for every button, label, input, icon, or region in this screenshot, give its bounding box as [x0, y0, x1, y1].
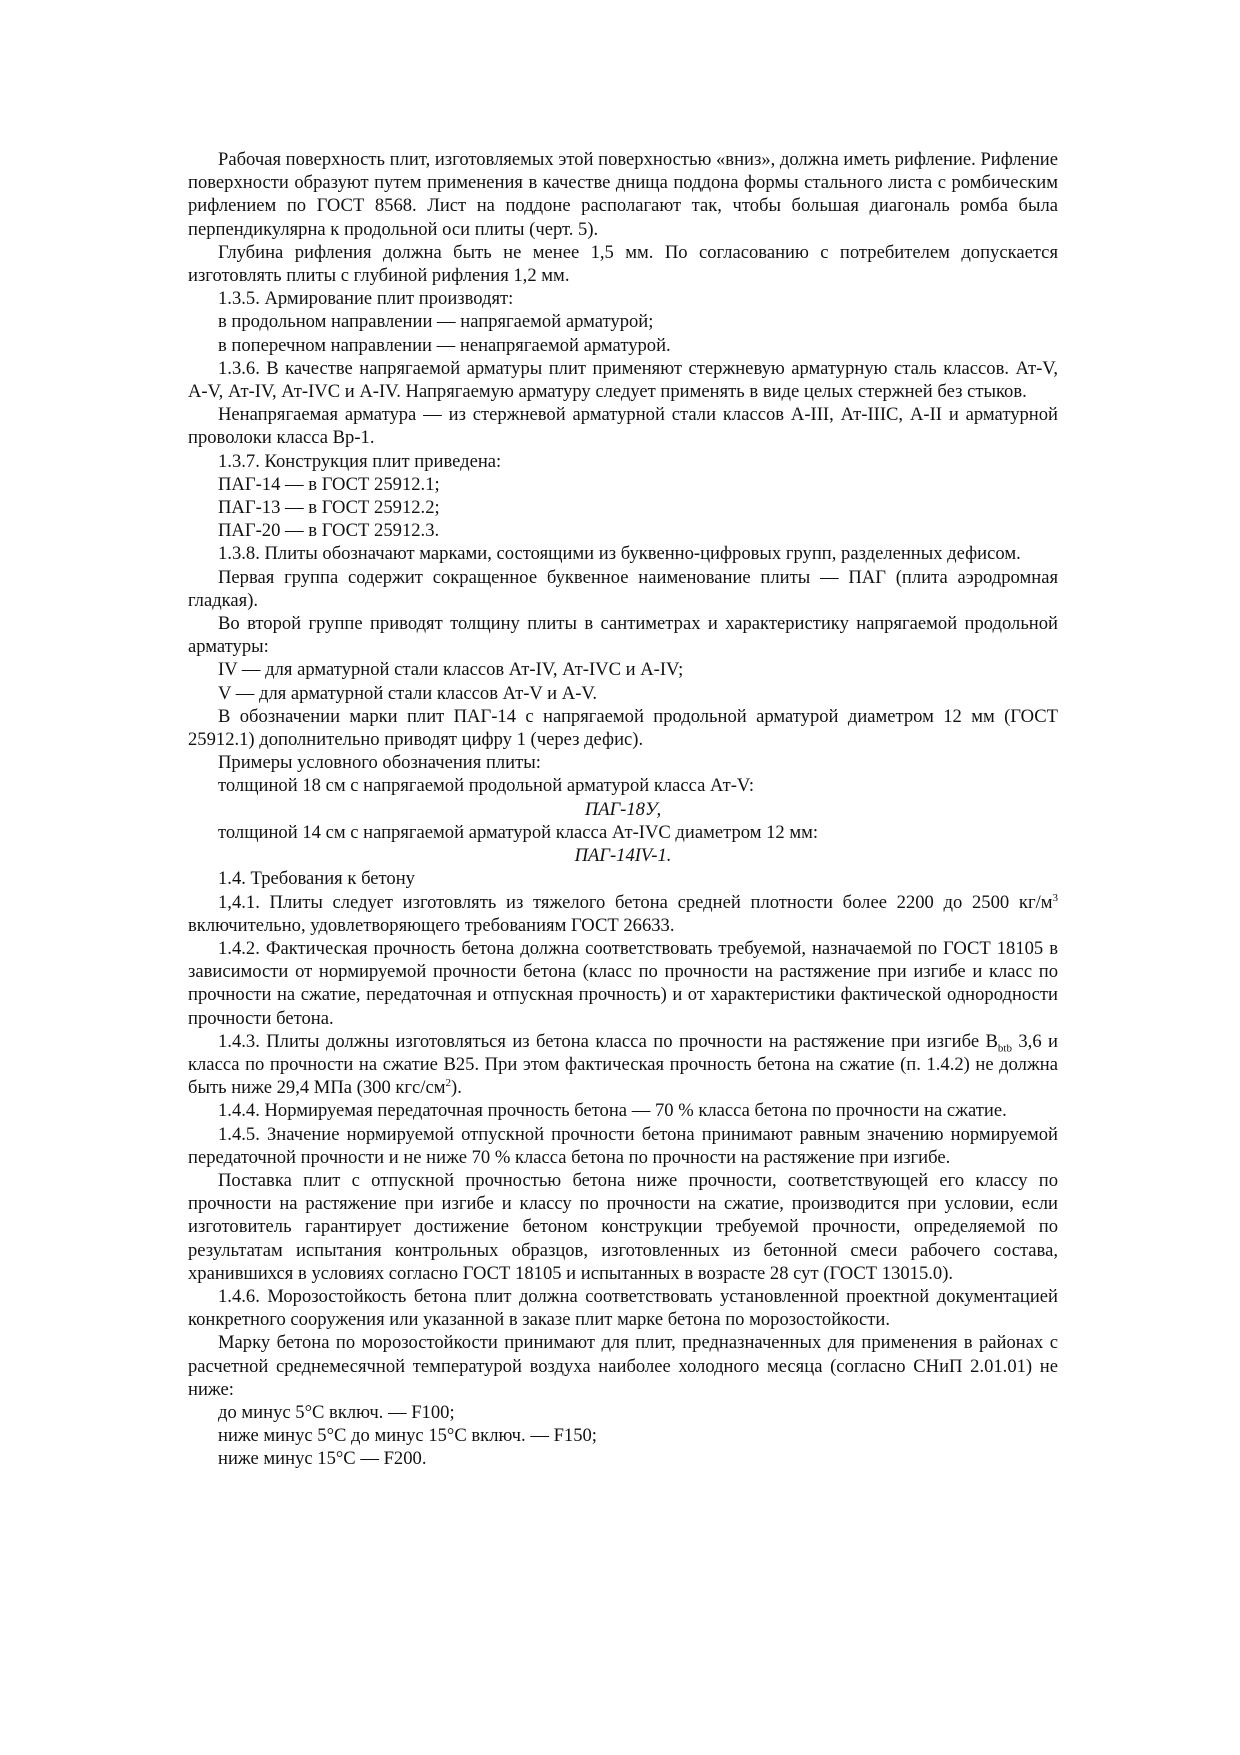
- paragraph: ПАГ-20 — в ГОСТ 25912.3.: [218, 520, 440, 542]
- text-run: 1.4.3. Плиты должны изготовляться из бетона класса по прочности на растяжение при изгибе В: [218, 1030, 998, 1052]
- paragraph: Первая группа содержит сокращенное буквенное наименование плиты — ПАГ (плита аэродромная гладкая).: [188, 566, 1058, 611]
- paragraph: 1.4.6. Морозостойкость бетона плит должна соответствовать установленной проектной документацией конкретного сооружения или указанной в заказе плит марке бетона по морозостойкости.: [188, 1285, 1058, 1331]
- paragraph: ниже минус 15°С — F200.: [218, 1448, 427, 1470]
- paragraph: V — для арматурной стали классов Ат-V и A-V.: [218, 682, 598, 704]
- paragraph: Во второй группе приводят толщину плиты в сантиметрах и характеристику напрягаемой продольной арматуры:: [188, 613, 1058, 658]
- paragraph: 1.3.6. В качестве напрягаемой арматуры плит применяют стержневую арматурную сталь классов. Ат-V, A-V, Ат-IV, Ат-IVC и A-IV. Напрягаемую арматуру следует применять в виде целых стержней без стыков.: [188, 357, 1058, 403]
- paragraph: ПАГ-14 — в ГОСТ 25912.1;: [218, 473, 440, 495]
- text-run: ).: [451, 1077, 462, 1099]
- document-page: [188, 148, 1058, 1471]
- paragraph: Примеры условного обозначения плиты:: [218, 752, 541, 774]
- subscript: btb: [997, 1042, 1012, 1055]
- superscript: 2: [445, 1076, 451, 1089]
- paragraph: IV — для арматурной стали классов Ат-IV, Ат-IVC и A-IV;: [218, 659, 684, 681]
- text-run: 3,6 и класса по прочности на сжатие В25. При этом фактическая прочность бетона на сжатие (п. 1.4.2) не должна быть ниже 29,4 МПа (300 кгс/см: [188, 1030, 1058, 1099]
- paragraph: в поперечном направлении — ненапрягаемой арматурой.: [218, 334, 671, 356]
- paragraph: Глубина рифления должна быть не менее 1,5 мм. По согласованию с потребителем допускается изготовлять плиты с глубиной рифления 1,2 мм.: [188, 241, 1058, 287]
- paragraph: до минус 5°С включ. — F100;: [218, 1401, 455, 1423]
- paragraph: 1.3.7. Конструкция плит приведена:: [218, 450, 502, 472]
- designation-example: ПАГ-14IV-1.: [574, 845, 672, 867]
- designation-example: ПАГ-18У,: [584, 798, 662, 820]
- paragraph: 1.4.2. Фактическая прочность бетона должна соответствовать требуемой, назначаемой по ГОСТ 18105 в зависимости от нормируемой прочности бетона (класс по прочности на растяжение при изгибе и класс по прочности на сжатие, передаточная и отпускная прочность) и от характеристики фактической однородности прочности бетона.: [188, 937, 1058, 1029]
- paragraph: В обозначении марки плит ПАГ-14 с напрягаемой продольной арматурой диаметром 12 мм (ГОСТ 25912.1) дополнительно приводят цифру 1 (через дефис).: [188, 705, 1058, 751]
- paragraph: толщиной 18 см с напрягаемой продольной арматурой класса Ат-V:: [218, 775, 755, 797]
- paragraph: 1.4.5. Значение нормируемой отпускной прочности бетона принимают равным значению нормируемой передаточной прочности и не ниже 70 % класса бетона по прочности на растяжение при изгибе.: [188, 1123, 1058, 1168]
- superscript: 3: [1052, 891, 1058, 904]
- paragraph: 1.3.5. Армирование плит производят:: [218, 288, 514, 310]
- paragraph: толщиной 14 см с напрягаемой арматурой класса Ат-IVC диаметром 12 мм:: [218, 821, 819, 843]
- paragraph: 1.4. Требования к бетону: [218, 868, 415, 890]
- text-run: включительно, удовлетворяющего требованиям ГОСТ 26633.: [188, 914, 675, 936]
- paragraph: Рабочая поверхность плит, изготовляемых этой поверхностью «вниз», должна иметь рифление. Рифление поверхности образуют путем применения в качестве днища поддона формы стального листа с ромбическим рифлением по ГОСТ 8568. Лист на поддоне располагают так, чтобы большая диагональ ромба была перпендикулярна к продольной оси плиты (черт. 5).: [188, 149, 1059, 240]
- paragraph: ниже минус 5°С до минус 15°С включ. — F150;: [218, 1425, 597, 1447]
- paragraph: в продольном направлении — напрягаемой арматурой;: [218, 311, 654, 333]
- paragraph: [188, 1030, 1058, 1100]
- paragraph: [188, 891, 1058, 937]
- paragraph: 1.4.4. Нормируемая передаточная прочность бетона — 70 % класса бетона по прочности на сжатие.: [218, 1100, 1007, 1122]
- paragraph: ПАГ-13 — в ГОСТ 25912.2;: [218, 497, 440, 519]
- paragraph: Марку бетона по морозостойкости принимают для плит, предназначенных для применения в районах с расчетной среднемесячной температурой воздуха наиболее холодного месяца (согласно СНиП 2.01.01) не ниже:: [188, 1332, 1058, 1400]
- text-run: 1,4.1. Плиты следует изготовлять из тяжелого бетона средней плотности более 2200 до 2500 кг/м: [218, 891, 1053, 913]
- paragraph: Ненапрягаемая арматура — из стержневой арматурной стали классов А-III, Ат-IIIC, А-II и арматурной проволоки класса Вр-1.: [188, 404, 1058, 449]
- paragraph: 1.3.8. Плиты обозначают марками, состоящими из буквенно-цифровых групп, разделенных дефисом.: [218, 543, 1021, 565]
- paragraph: Поставка плит с отпускной прочностью бетона ниже прочности, соответствующей его классу по прочности на растяжение при изгибе и классу по прочности на сжатие, производится при условии, если изготовитель гарантирует достижение бетоном конструкции требуемой прочности, определяемой по результатам испытания контрольных образцов, изготовленных из бетонной смеси рабочего состава, хранившихся в условиях согласно ГОСТ 18105 и испытанных в возрасте 28 сут (ГОСТ 13015.0).: [188, 1169, 1058, 1284]
